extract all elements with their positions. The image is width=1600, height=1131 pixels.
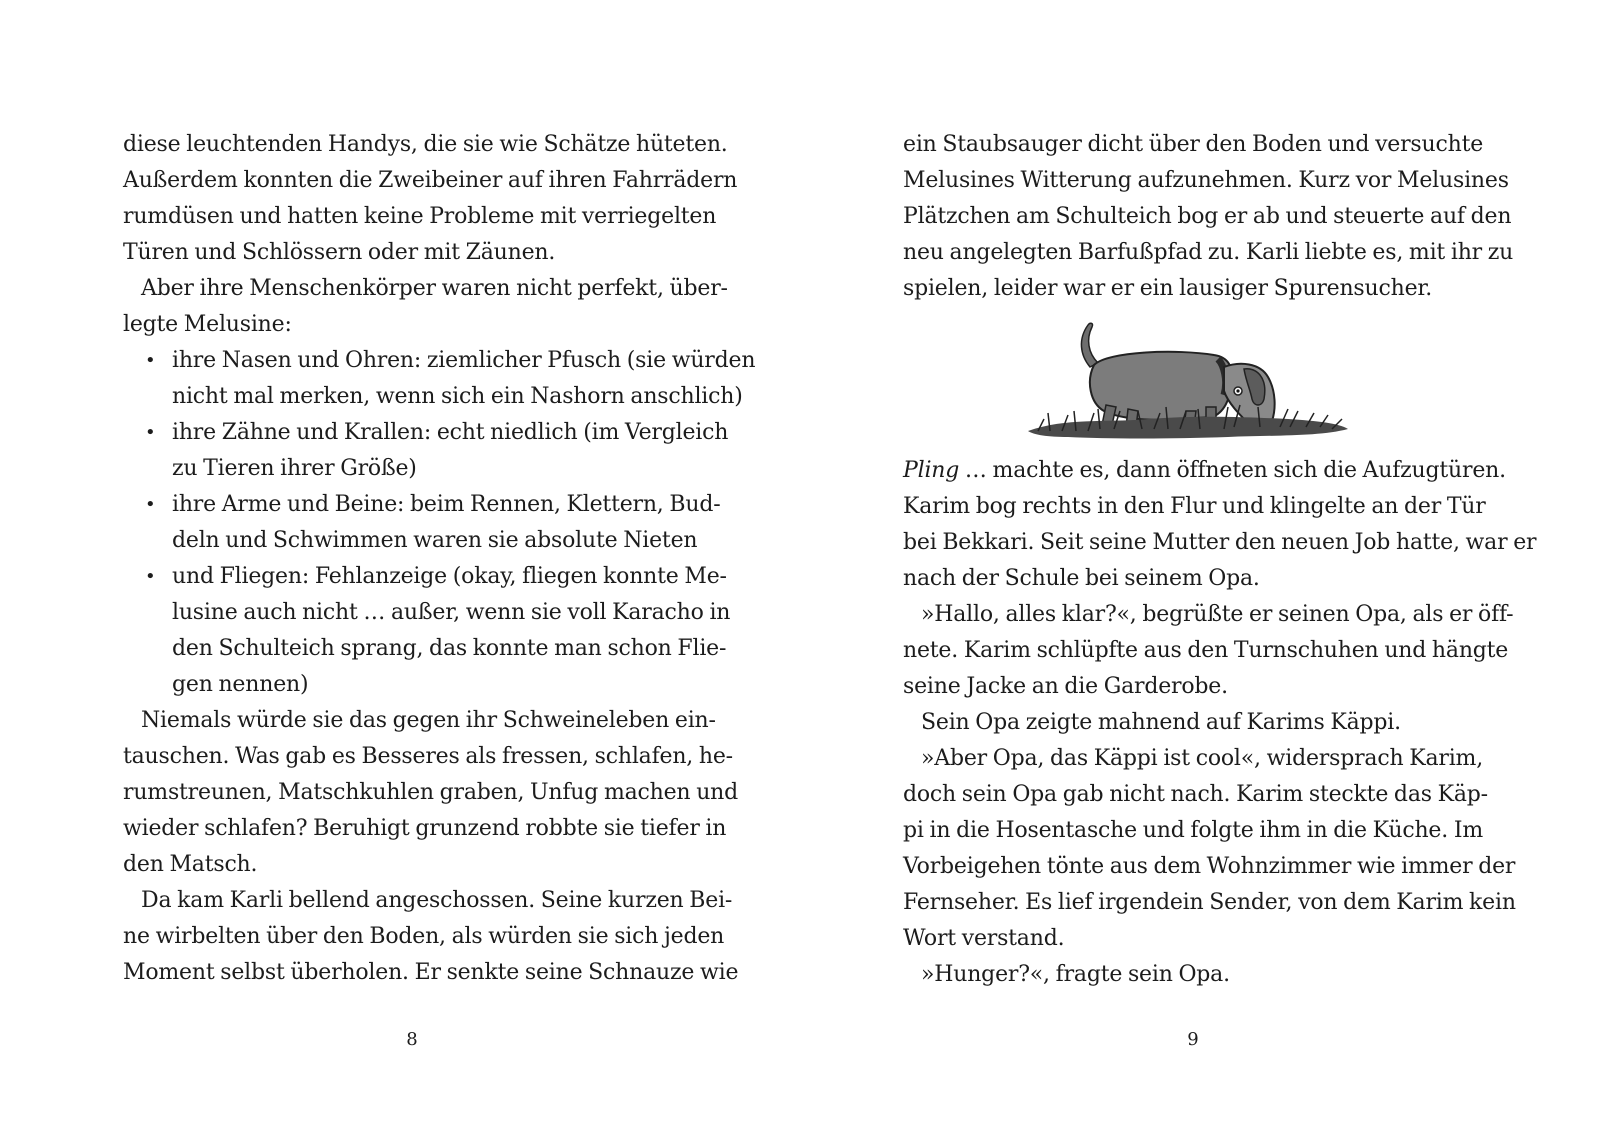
page-number: 8 — [406, 1029, 418, 1050]
bullet-icon: • — [145, 494, 156, 515]
text-line: Fernseher. Es lief irgendein Sender, von dem Karim kein — [903, 890, 1516, 915]
page-number: 9 — [1187, 1029, 1199, 1050]
list-item: • ihre Nasen und Ohren: ziemlicher Pfusch (sie würden — [123, 343, 703, 379]
emphasis-text: Pling — [903, 458, 960, 483]
list-item: • ihre Zähne und Krallen: echt niedlich (im Vergleich — [123, 415, 703, 451]
text-line: wieder schlafen? Beruhigt grunzend robbte sie tiefer in — [123, 816, 727, 841]
text-line: seine Jacke an die Garderobe. — [903, 674, 1228, 699]
list-item: • und Fliegen: Fehlanzeige (okay, fliegen konnte Me- — [123, 559, 703, 595]
bullet-icon: • — [145, 350, 156, 371]
left-page — [123, 127, 756, 991]
list-item-continuation: deln und Schwimmen waren sie absolute Nieten — [172, 528, 698, 553]
text-line: Pling … machte es, dann öffneten sich die Aufzugtüren. — [903, 458, 1506, 483]
text-line: tauschen. Was gab es Besseres als fressen, schlafen, he- — [123, 744, 733, 769]
dog-sniffing-grass-icon — [1028, 307, 1358, 453]
text-line: ne wirbelten über den Boden, als würden sie sich jeden — [123, 924, 725, 949]
text-line: ein Staubsauger dicht über den Boden und versuchte — [903, 132, 1484, 157]
text-line: Außerdem konnten die Zweibeiner auf ihren Fahrrädern — [123, 168, 738, 193]
text-line: nete. Karim schlüpfte aus den Turnschuhen und hängte — [903, 638, 1509, 663]
text-line: nach der Schule bei seinem Opa. — [903, 566, 1260, 591]
list-item-continuation: nicht mal merken, wenn sich ein Nashorn anschlich) — [172, 384, 743, 409]
list-item: • ihre Arme und Beine: beim Rennen, Klettern, Bud- — [123, 487, 703, 523]
right-page — [903, 127, 1537, 993]
bullet-list — [123, 343, 756, 703]
text-line: neu angelegten Barfußpfad zu. Karli liebte es, mit ihr zu — [903, 240, 1514, 265]
list-item-continuation: zu Tieren ihrer Größe) — [172, 456, 417, 481]
text-line: »Hunger?«, fragte sein Opa. — [921, 962, 1230, 987]
text-line: Melusines Witterung aufzunehmen. Kurz vor Melusines — [903, 168, 1509, 193]
text-line: Niemals würde sie das gegen ihr Schweineleben ein- — [141, 708, 716, 733]
illustration — [903, 307, 1483, 453]
text-line: Karim bog rechts in den Flur und klingelte an der Tür — [903, 494, 1486, 519]
list-item-continuation: gen nennen) — [172, 672, 309, 697]
text-line: »Hallo, alles klar?«, begrüßte er seinen Opa, als er öff- — [921, 602, 1514, 627]
text-line: Da kam Karli bellend angeschossen. Seine kurzen Bei- — [141, 888, 733, 913]
list-item-continuation: den Schulteich sprang, das konnte man schon Flie- — [172, 636, 727, 661]
text-line: den Matsch. — [123, 852, 258, 877]
text-line: pi in die Hosentasche und folgte ihm in die Küche. Im — [903, 818, 1483, 843]
text-line: rumstreunen, Matschkuhlen graben, Unfug machen und — [123, 780, 739, 805]
text-line: spielen, leider war er ein lausiger Spurensucher. — [903, 276, 1433, 301]
bullet-icon: • — [145, 422, 156, 443]
text-line: legte Melusine: — [123, 312, 292, 337]
text-line: Sein Opa zeigte mahnend auf Karims Käppi. — [921, 710, 1401, 735]
text-line: Wort verstand. — [903, 926, 1065, 951]
text-line: Moment selbst überholen. Er senkte seine Schnauze wie — [123, 960, 739, 985]
text-line: rumdüsen und hatten keine Probleme mit verriegelten — [123, 204, 717, 229]
text-line: Plätzchen am Schulteich bog er ab und steuerte auf den — [903, 204, 1512, 229]
text-line: bei Bekkari. Seit seine Mutter den neuen Job hatte, war er — [903, 530, 1537, 555]
bullet-icon: • — [145, 566, 156, 587]
text-line: Aber ihre Menschenkörper waren nicht perfekt, über- — [141, 276, 728, 301]
text-line: diese leuchtenden Handys, die sie wie Schätze hüteten. — [123, 132, 728, 157]
text-line: Türen und Schlössern oder mit Zäunen. — [123, 240, 556, 265]
list-item-continuation: lusine auch nicht … außer, wenn sie voll Karacho in — [172, 600, 731, 625]
text-line: Vorbeigehen tönte aus dem Wohnzimmer wie immer der — [903, 854, 1516, 879]
text-line: »Aber Opa, das Käppi ist cool«, widersprach Karim, — [921, 746, 1483, 771]
text-line: doch sein Opa gab nicht nach. Karim steckte das Käp- — [903, 782, 1488, 807]
